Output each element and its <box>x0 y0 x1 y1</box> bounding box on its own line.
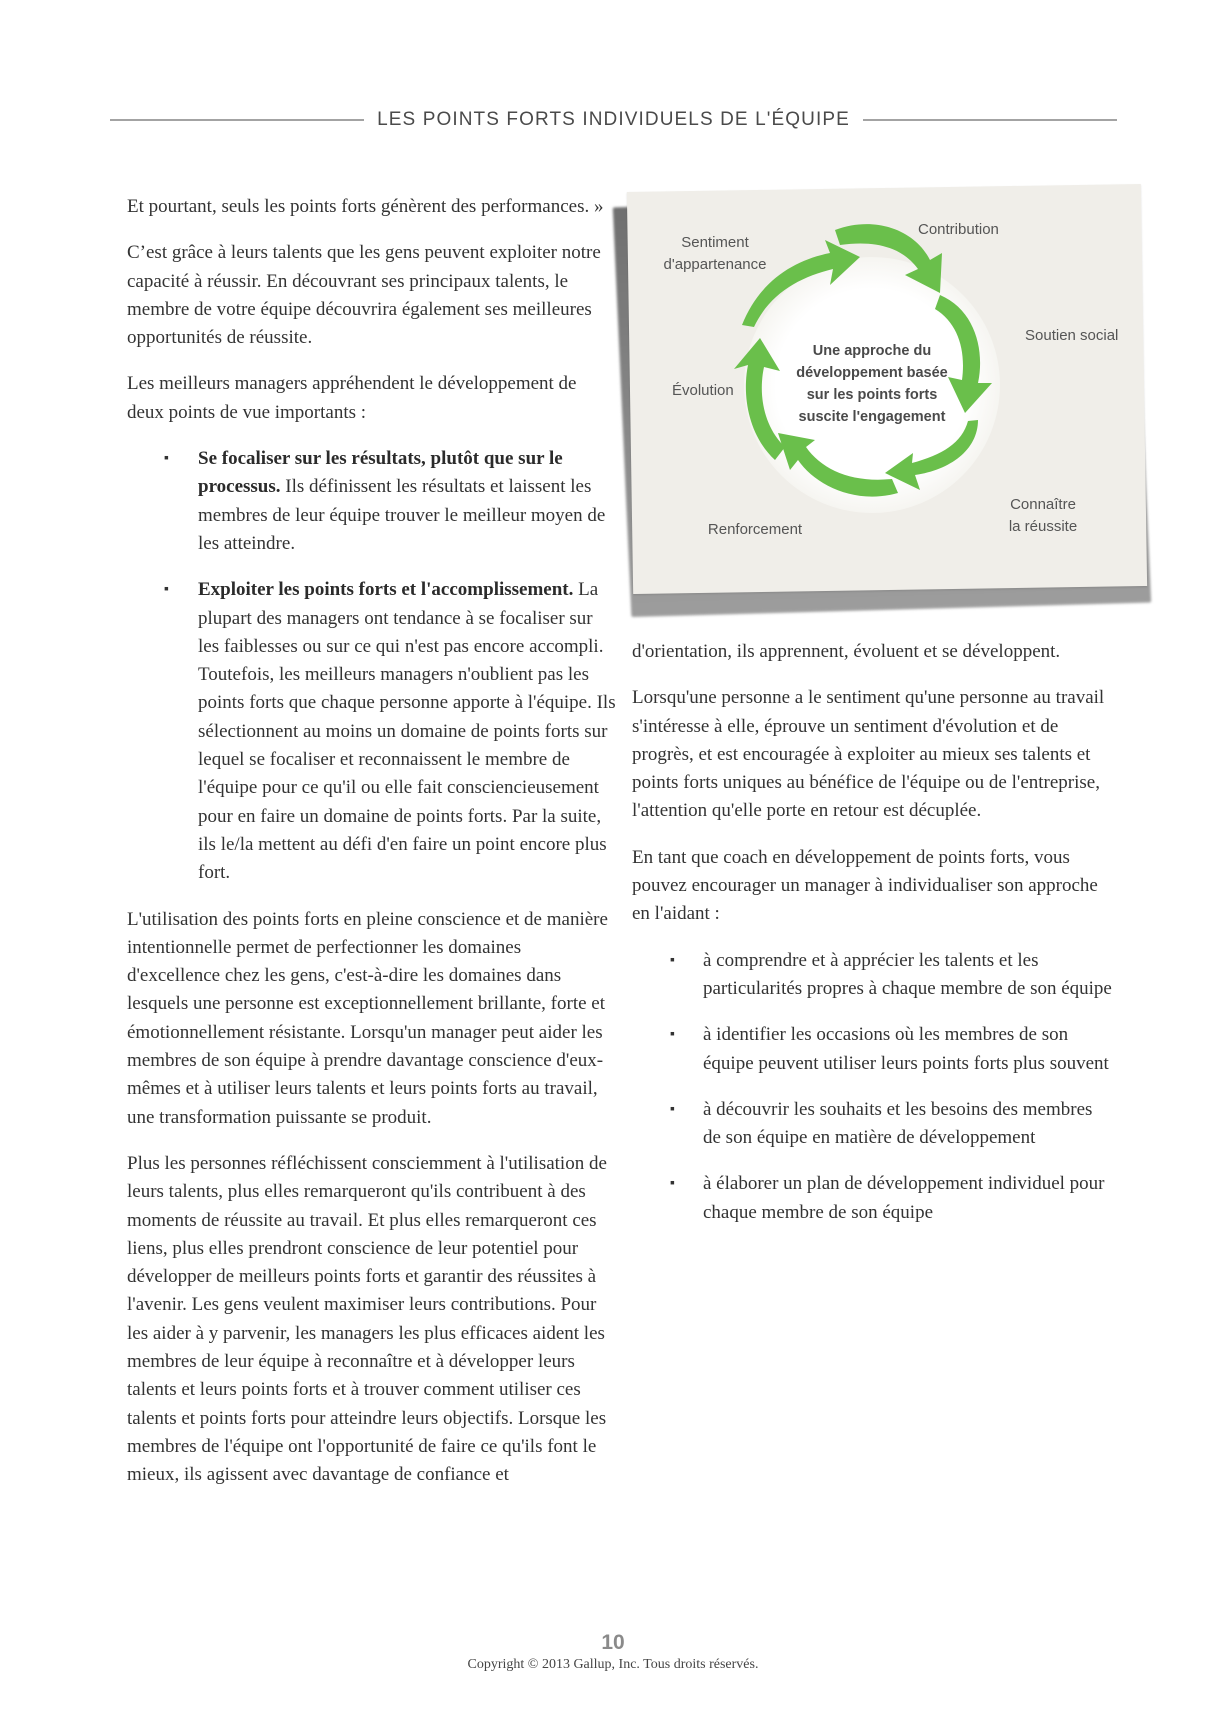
list-item-heading: Se focaliser sur les résultats, plutôt que sur le processus. <box>198 448 563 498</box>
list-item <box>632 1170 1112 1227</box>
list-item <box>632 1096 1112 1153</box>
paragraph: L'utilisation des points forts en pleine conscience et de manière intentionnelle permet de perfectionner les domaines d'excellence chez les gens, c'est-à-dire les domaines dans lesquels une personne est exceptionnellement brillante, forte et émotionnellement résistante. Lorsqu'un manager peut aider les membres de son équipe à prendre davantage conscience d'eux-mêmes et à utiliser leurs talents et leurs points forts au travail, une transformation puissante se produit. <box>127 908 608 1128</box>
list-item-text: à identifier les occasions où les membres de son équipe peuvent utiliser leurs points forts plus souvent <box>703 1024 1109 1074</box>
square-bullet-icon: ▪ <box>670 952 675 968</box>
center-text-line: suscite l'engagement <box>798 409 946 425</box>
list-item-text: Ils définissent les résultats et laissent les membres de leur équipe trouver le meilleur moyen de les atteindre. <box>198 476 606 554</box>
list-item-text: La plupart des managers ont tendance à se focaliser sur les faiblesses ou sur ce qui n'est pas encore accompli. Toutefois, les meilleurs managers n'oublient pas les points forts que chaque personne apporte à l'équipe. Ils sélectionnent au moins un domaine de points forts sur lequel se focaliser et reconnaissent le membre de l'équipe pour ce qu'il ou elle fait consciencieusement pour en faire un domaine de points forts. Par la suite, ils le/la mettent au défi d'en faire un point encore plus fort. <box>198 579 616 884</box>
label-soutien-social: Soutien social <box>1025 327 1119 344</box>
label-line: Connaître <box>1010 496 1076 513</box>
square-bullet-icon: ▪ <box>164 582 169 598</box>
list-item <box>632 947 1112 1004</box>
header-rule-left <box>110 119 364 121</box>
list-item-text: à comprendre et à apprécier les talents et les particularités propres à chaque membre de son équipe <box>703 949 1112 999</box>
label-connaitre-la-reussite <box>1003 494 1083 538</box>
page-number: 10 <box>601 1631 625 1654</box>
list-item <box>127 576 617 887</box>
list-item-heading: Exploiter les points forts et l'accomplissement. <box>198 579 574 601</box>
bullet-list <box>632 947 1112 1227</box>
center-text-line: développement basée <box>796 365 948 381</box>
label-line: la réussite <box>1008 518 1078 535</box>
label-contribution: Contribution <box>918 221 999 238</box>
bullet-list <box>127 445 617 887</box>
copyright: Copyright © 2013 Gallup, Inc. Tous droits réservés. <box>467 1657 759 1672</box>
list-item-text: à élaborer un plan de développement individuel pour chaque membre de son équipe <box>703 1173 1105 1223</box>
paragraph: Les meilleurs managers appréhendent le développement de deux points de vue importants : <box>127 373 577 423</box>
paragraph: Et pourtant, seuls les points forts génèrent des performances. » <box>127 196 604 217</box>
label-sentiment-appartenance <box>660 232 770 276</box>
list-item-text: à découvrir les souhaits et les besoins des membres de son équipe en matière de développement <box>703 1098 1093 1149</box>
left-column <box>127 193 617 1507</box>
paragraph: Plus les personnes réfléchissent consciemment à l'utilisation de leurs talents, plus elles remarqueront qu'ils contribuent à des moments de réussite au travail. Et plus elles remarqueront ces liens, plus elles prendront conscience de leur potentiel pour développer de meilleurs points forts et garantir des réussites à l'avenir. Les gens veulent maximiser leurs contributions. Pour les aider à y parvenir, les managers les plus efficaces aident les membres de leur équipe à reconnaître et à développer leurs talents et leurs points forts et à trouver comment utiliser ces talents et points forts pour atteindre leurs objectifs. Lorsque les membres de l'équipe ont l'opportunité de faire ce qu'ils font le mieux, ils agissent avec davantage de confiance et <box>127 1152 607 1486</box>
paragraph: d'orientation, ils apprennent, évoluent et se développent. <box>632 641 1061 662</box>
label-line: Sentiment <box>681 234 749 251</box>
page-header <box>110 106 1117 134</box>
center-text-line: Une approche du <box>812 343 932 359</box>
label-line: d'appartenance <box>663 256 767 273</box>
list-item <box>632 1021 1112 1078</box>
label-renforcement: Renforcement <box>707 521 803 538</box>
header-rule-right <box>863 119 1117 121</box>
page-title: LES POINTS FORTS INDIVIDUELS DE L'ÉQUIPE <box>377 109 850 130</box>
label-evolution: Évolution <box>672 382 734 399</box>
square-bullet-icon: ▪ <box>164 451 169 467</box>
square-bullet-icon: ▪ <box>670 1027 675 1043</box>
diagram-center-text <box>762 340 982 428</box>
paragraph: C’est grâce à leurs talents que les gens peuvent exploiter notre capacité à réussir. En découvrant ses principaux talents, le membre de votre équipe découvrira également ses meilleures opportunités de réussite. <box>127 242 601 349</box>
square-bullet-icon: ▪ <box>670 1101 675 1117</box>
square-bullet-icon: ▪ <box>670 1176 675 1192</box>
list-item <box>127 445 617 558</box>
center-text-line: sur les points forts <box>806 387 938 403</box>
paragraph: Lorsqu'une personne a le sentiment qu'une personne au travail s'intéresse à elle, éprouve un sentiment d'évolution et de progrès, et est encouragée à exploiter au mieux ses talents et points forts uniques au bénéfice de l'équipe ou de l'entreprise, l'attention qu'elle porte en retour est décuplée. <box>632 687 1105 822</box>
right-column <box>632 638 1112 1245</box>
paragraph: En tant que coach en développement de points forts, vous pouvez encourager un manager à individualiser son approche en l'aidant : <box>632 846 1098 925</box>
